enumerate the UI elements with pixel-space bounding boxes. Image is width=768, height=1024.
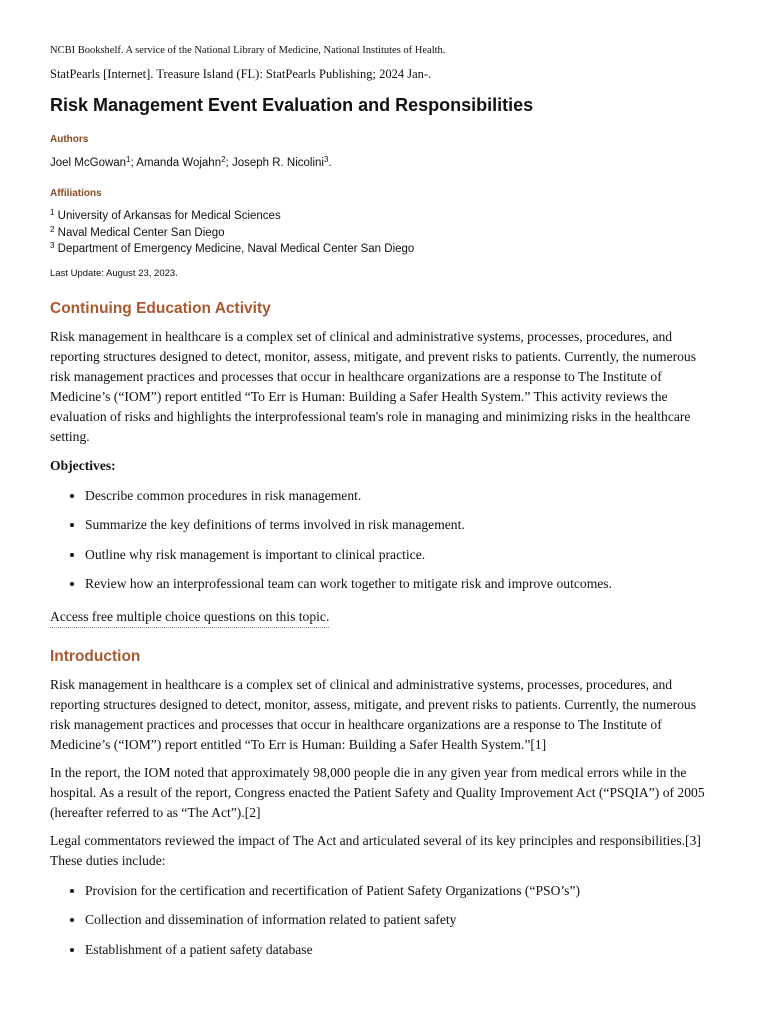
author-sup: 3 — [323, 155, 329, 164]
section-heading-continuing-education: Continuing Education Activity — [50, 299, 271, 317]
authors-label: Authors — [50, 134, 89, 145]
duty-item: • Establishment of a patient safety database — [85, 940, 718, 960]
author-link[interactable]: Joseph R. Nicolini — [231, 157, 324, 169]
last-update: Last Update: August 23, 2023. — [50, 267, 178, 279]
article-title: Risk Management Event Evaluation and Responsibilities — [50, 95, 534, 115]
affiliation-text: Naval Medical Center San Diego — [54, 226, 225, 239]
affiliations-list — [50, 208, 718, 258]
affiliation-item — [50, 241, 718, 258]
author-sup: 1 — [126, 155, 131, 164]
duties-list — [50, 881, 718, 960]
intro-paragraph: In the report, the IOM noted that approximately 98,000 people die in any given year from medical errors while in the hospital. As a result of the report, Congress enacted the Patient Safety and Quality Improvement Act (“PSQIA”) of 2005 (hereafter referred to as “The Act”).[2] — [50, 764, 705, 820]
affiliation-sup: 3 — [50, 241, 55, 250]
objective-item: • Review how an interprofessional team can work together to mitigate risk and improve outcomes. — [85, 574, 718, 594]
citation-line: StatPearls [Internet]. Treasure Island (FL): StatPearls Publishing; 2024 Jan-. — [50, 67, 432, 81]
duty-item: • Collection and dissemination of information related to patient safety — [85, 910, 718, 930]
author-separator: . — [328, 157, 332, 169]
author-link[interactable]: Amanda Wojahn — [136, 157, 222, 169]
section-heading-introduction: Introduction — [50, 647, 141, 665]
access-questions-link[interactable]: Access free multiple choice questions on this topic. — [50, 607, 329, 628]
objectives-label: Objectives: — [50, 457, 116, 473]
author-separator: ; — [130, 157, 137, 169]
authors-list — [50, 155, 718, 171]
affiliation-sup: 2 — [50, 224, 55, 234]
author-separator: ; — [225, 157, 232, 169]
objective-item: • Describe common procedures in risk management. — [85, 486, 718, 506]
affiliation-sup: 1 — [50, 208, 55, 217]
affiliations-label: Affiliations — [50, 188, 102, 199]
affiliation-item — [50, 225, 718, 242]
ce-paragraph: Risk management in healthcare is a complex set of clinical and administrative systems, processes, procedures, and reporting structures designed to detect, monitor, assess, mitigate, and prevent risks to patients. Currently, the numerous risk management practices and processes that occur in healthcare organizations are a response to The Institute of Medicine’s (“IOM”) report entitled “To Err is Human: Building a Safer Health System.” This activity reviews the evaluation of risks and highlights the interprofessional team's role in managing and minimizing risks in the healthcare setting. — [50, 328, 697, 444]
source-line: NCBI Bookshelf. A service of the National Library of Medicine, National Institutes of Health. — [50, 45, 446, 56]
objective-item: • Summarize the key definitions of terms involved in risk management. — [85, 515, 718, 535]
affiliation-text: Department of Emergency Medicine, Naval Medical Center San Diego — [54, 243, 415, 255]
author-link[interactable]: Joel McGowan — [50, 157, 127, 169]
affiliation-item — [50, 208, 718, 225]
intro-paragraph: Legal commentators reviewed the impact of The Act and articulated several of its key principles and responsibilities.[3] These duties include: — [50, 832, 701, 868]
duty-item: • Provision for the certification and recertification of Patient Safety Organizations (“PSO’s”) — [85, 881, 718, 901]
intro-paragraph: Risk management in healthcare is a complex set of clinical and administrative systems, processes, procedures, and reporting structures designed to detect, monitor, assess, mitigate, and prevent risks to patients. Currently, the numerous risk management practices and processes that occur in healthcare organizations are a response to The Institute of Medicine’s (“IOM”) report entitled “To Err is Human: Building a Safer Health System.”[1] — [50, 676, 697, 752]
author-sup: 2 — [221, 155, 226, 164]
objectives-list — [50, 486, 718, 595]
objective-item: • Outline why risk management is important to clinical practice. — [85, 545, 718, 565]
affiliation-text: University of Arkansas for Medical Sciences — [54, 210, 281, 222]
